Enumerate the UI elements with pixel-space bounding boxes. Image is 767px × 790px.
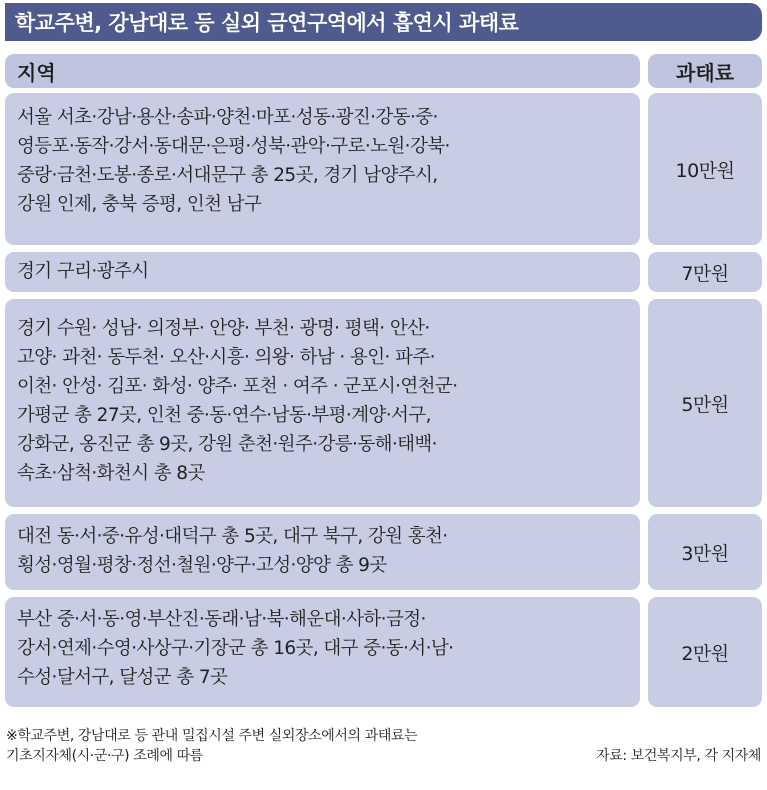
region-line: 가평군 총 27곳, 인천 중·동·연수·남동·부평·계양·서구, (17, 405, 431, 426)
region-line: 수성·달서구, 달성군 총 7곳 (17, 667, 228, 688)
table-header (5, 54, 762, 88)
header-region-label: 지역 (17, 60, 56, 85)
fine-cell (648, 299, 762, 507)
region-line: 강서·연제·수영·사상구·기장군 총 16곳, 대구 중·동·서·남· (17, 638, 454, 659)
region-line: 영등포·동작·강서·동대문·은평·성북·관악·구로·노원·강북· (17, 136, 450, 157)
region-line: 중랑·금천·도봉·종로·서대문구 총 25곳, 경기 남양주시, (17, 165, 438, 186)
region-line: 속초·삼척·화천시 총 8곳 (17, 463, 205, 484)
footnote (6, 726, 417, 766)
header-fine-label: 과태료 (676, 60, 734, 85)
region-cell (5, 597, 640, 707)
table-row (5, 597, 762, 707)
table-row (5, 93, 762, 245)
header-region-cell (5, 54, 640, 88)
header-fine-cell (648, 54, 762, 88)
region-line: 부산 중·서·동·영·부산진·동래·남·북·해운대·사하·금정· (17, 609, 426, 630)
region-line: 고양· 과천· 동두천· 오산·시흥· 의왕· 하남 · 용인· 파주· (17, 347, 435, 368)
fine-amount: 2만원 (681, 642, 729, 665)
fine-cell (648, 93, 762, 245)
region-line: 경기 수원· 성남· 의정부· 안양· 부천· 광명· 평택· 안산· (17, 318, 430, 339)
region-line: 대전 동·서·중·유성·대덕구 총 5곳, 대구 북구, 강원 홍천· (17, 526, 448, 547)
region-line: 횡성·영월·평창·정선·철원·양구·고성·양양 총 9곳 (17, 555, 387, 576)
fine-cell (648, 514, 762, 590)
region-line: 강원 인제, 충북 증평, 인천 남구 (17, 194, 262, 215)
footnote-line: ※학교주변, 강남대로 등 관내 밀집시설 주변 실외장소에서의 과태료는 (6, 728, 418, 744)
region-cell (5, 514, 640, 590)
region-line: 강화군, 옹진군 총 9곳, 강원 춘천·원주·강릉·동해·태백· (17, 434, 437, 455)
fine-cell (648, 252, 762, 292)
fine-amount: 3만원 (681, 542, 729, 565)
fine-amount: 10만원 (675, 159, 735, 182)
table-row (5, 514, 762, 590)
fine-cell (648, 597, 762, 707)
page-title: 학교주변, 강남대로 등 실외 금연구역에서 흡연시 과태료 (15, 11, 519, 35)
table-row (5, 299, 762, 507)
footnote-line: 기초지자체(시·군·구) 조례에 따름 (6, 748, 203, 764)
fine-amount: 5만원 (681, 393, 729, 416)
region-cell (5, 252, 640, 292)
region-cell (5, 93, 640, 245)
region-cell (5, 299, 640, 507)
table-row (5, 252, 762, 292)
title-bar (5, 3, 762, 41)
region-line: 이천· 안성· 김포· 화성· 양주· 포천 · 여주 · 군포시·연천군· (17, 376, 458, 397)
fine-amount: 7만원 (681, 262, 729, 285)
region-line: 서울 서초·강남·용산·송파·양천·마포·성동·광진·강동·중· (17, 107, 438, 128)
source-credit: 자료: 보건복지부, 각 지자체 (596, 748, 761, 764)
region-line: 경기 구리·광주시 (17, 261, 149, 282)
